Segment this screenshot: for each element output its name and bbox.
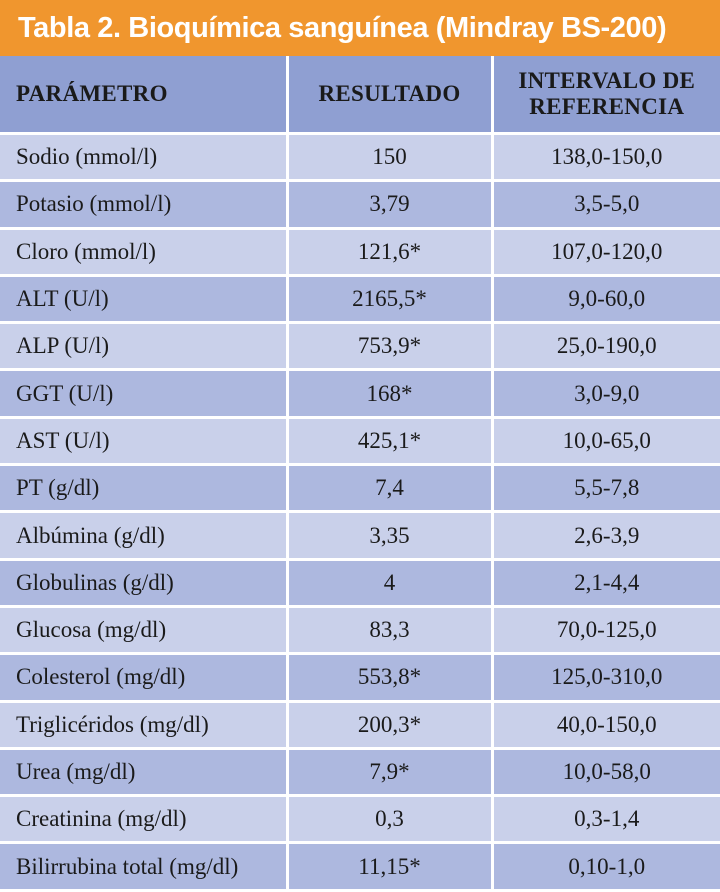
table-row bbox=[0, 181, 720, 228]
table-row bbox=[0, 654, 720, 701]
cell-result: 200,3* bbox=[287, 701, 492, 748]
table-row bbox=[0, 701, 720, 748]
cell-parameter: Cloro (mmol/l) bbox=[0, 228, 287, 275]
table-row bbox=[0, 843, 720, 890]
cell-reference: 70,0-125,0 bbox=[492, 606, 720, 653]
table-row bbox=[0, 134, 720, 181]
table-row bbox=[0, 748, 720, 795]
cell-result: 7,9* bbox=[287, 748, 492, 795]
cell-result: 7,4 bbox=[287, 465, 492, 512]
cell-reference: 107,0-120,0 bbox=[492, 228, 720, 275]
cell-parameter: Potasio (mmol/l) bbox=[0, 181, 287, 228]
cell-reference: 25,0-190,0 bbox=[492, 323, 720, 370]
cell-result: 121,6* bbox=[287, 228, 492, 275]
cell-result: 3,35 bbox=[287, 512, 492, 559]
cell-result: 553,8* bbox=[287, 654, 492, 701]
cell-reference: 3,5-5,0 bbox=[492, 181, 720, 228]
table-row bbox=[0, 417, 720, 464]
cell-reference: 138,0-150,0 bbox=[492, 134, 720, 181]
header-row bbox=[0, 56, 720, 134]
table-row bbox=[0, 370, 720, 417]
header-reference bbox=[492, 56, 720, 134]
cell-result: 3,79 bbox=[287, 181, 492, 228]
cell-result: 83,3 bbox=[287, 606, 492, 653]
cell-reference: 10,0-58,0 bbox=[492, 748, 720, 795]
cell-parameter: GGT (U/l) bbox=[0, 370, 287, 417]
cell-reference: 10,0-65,0 bbox=[492, 417, 720, 464]
cell-parameter: Colesterol (mg/dl) bbox=[0, 654, 287, 701]
cell-result: 2165,5* bbox=[287, 275, 492, 322]
table-title: Tabla 2. Bioquímica sanguínea (Mindray BS-200) bbox=[0, 0, 720, 56]
cell-parameter: Creatinina (mg/dl) bbox=[0, 796, 287, 843]
table-row bbox=[0, 606, 720, 653]
cell-result: 150 bbox=[287, 134, 492, 181]
cell-parameter: PT (g/dl) bbox=[0, 465, 287, 512]
cell-reference: 3,0-9,0 bbox=[492, 370, 720, 417]
cell-result: 4 bbox=[287, 559, 492, 606]
header-reference-line1: INTERVALO DE bbox=[518, 68, 696, 93]
table-row bbox=[0, 796, 720, 843]
table-row bbox=[0, 275, 720, 322]
cell-result: 425,1* bbox=[287, 417, 492, 464]
cell-reference: 0,3-1,4 bbox=[492, 796, 720, 843]
header-reference-line2: REFERENCIA bbox=[529, 94, 685, 119]
cell-result: 753,9* bbox=[287, 323, 492, 370]
cell-parameter: AST (U/l) bbox=[0, 417, 287, 464]
cell-reference: 40,0-150,0 bbox=[492, 701, 720, 748]
cell-reference: 2,1-4,4 bbox=[492, 559, 720, 606]
table-row bbox=[0, 512, 720, 559]
table-row bbox=[0, 228, 720, 275]
table-row bbox=[0, 559, 720, 606]
cell-parameter: ALT (U/l) bbox=[0, 275, 287, 322]
table-row bbox=[0, 323, 720, 370]
cell-result: 11,15* bbox=[287, 843, 492, 890]
cell-result: 0,3 bbox=[287, 796, 492, 843]
table-row bbox=[0, 465, 720, 512]
cell-parameter: Albúmina (g/dl) bbox=[0, 512, 287, 559]
cell-parameter: Glucosa (mg/dl) bbox=[0, 606, 287, 653]
cell-reference: 2,6-3,9 bbox=[492, 512, 720, 559]
cell-parameter: Urea (mg/dl) bbox=[0, 748, 287, 795]
cell-parameter: Sodio (mmol/l) bbox=[0, 134, 287, 181]
biochemistry-table bbox=[0, 56, 720, 892]
cell-parameter: Triglicéridos (mg/dl) bbox=[0, 701, 287, 748]
cell-parameter: Bilirrubina total (mg/dl) bbox=[0, 843, 287, 890]
cell-reference: 125,0-310,0 bbox=[492, 654, 720, 701]
cell-parameter: ALP (U/l) bbox=[0, 323, 287, 370]
cell-reference: 5,5-7,8 bbox=[492, 465, 720, 512]
cell-reference: 9,0-60,0 bbox=[492, 275, 720, 322]
cell-reference: 0,10-1,0 bbox=[492, 843, 720, 890]
cell-parameter: Globulinas (g/dl) bbox=[0, 559, 287, 606]
cell-result: 168* bbox=[287, 370, 492, 417]
header-result: RESULTADO bbox=[287, 56, 492, 134]
header-parameter: PARÁMETRO bbox=[0, 56, 287, 134]
